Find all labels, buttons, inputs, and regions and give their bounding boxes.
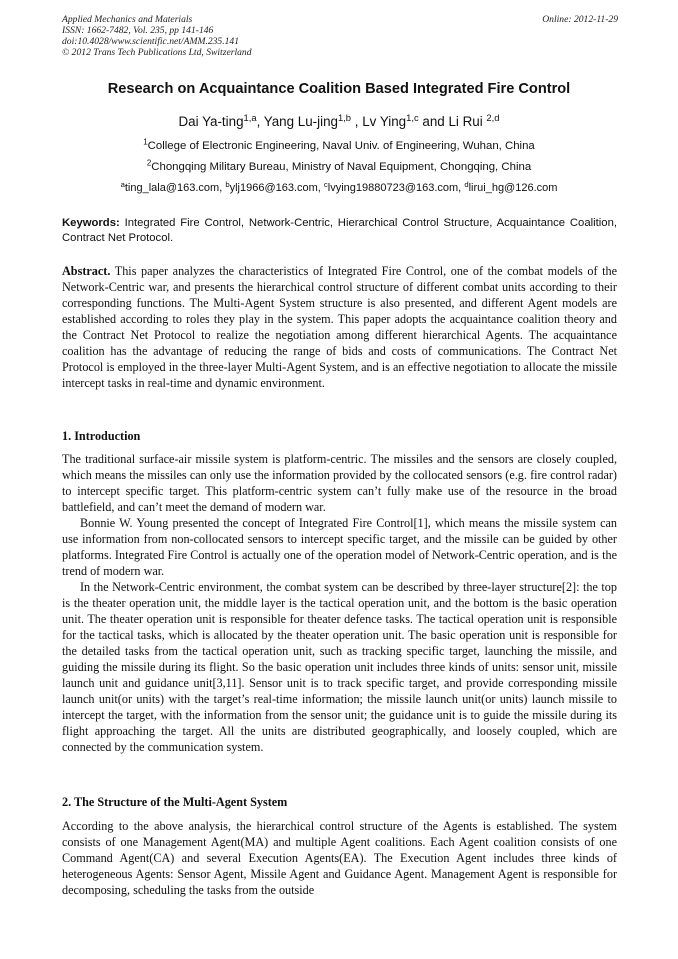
author-emails: $^a$ting_lala@163.com, $^b$ylj1966@163.com, $^c$lvying19880723@163.com, $^d$lirui_hg@126.com bbox=[120, 179, 558, 194]
journal-copyright: © 2012 Trans Tech Publications Ltd, Switzerland bbox=[62, 47, 252, 58]
abstract bbox=[62, 263, 617, 391]
affiliation-1: $^1$College of Electronic Engineering, Naval Univ. of Engineering, Wuhan, China bbox=[143, 137, 535, 152]
abstract-label: Abstract. bbox=[62, 264, 111, 278]
keywords-text: Integrated Fire Control, Network-Centric, Hierarchical Control Structure, Acquaintance Coalition, Contract Net Protocol. bbox=[62, 217, 617, 244]
email-link[interactable]: ting_lala@163.com, bbox=[124, 182, 226, 194]
email-link[interactable]: lvying19880723@163.com, bbox=[327, 182, 465, 194]
author: Lv Ying$^{1,c}$ and bbox=[362, 112, 449, 129]
section-heading-structure: 2. The Structure of the Multi-Agent System bbox=[62, 795, 288, 809]
paragraph: In the Network-Centric environment, the combat system can be described by three-layer structure[2]: the top is the theater operation unit, the middle layer is the tactical operation unit, and the bottom is the basic operation unit. The theater operation unit is responsible for theater defence tasks. The tactical operation unit is responsible for the tactical tasks, which is allocated by the theater operation unit. The basic operation unit is responsible for the detailed tasks from the tactical operation unit, such as tracking specific target, launching the missile, and guiding the missile during its flight. So the basic operation unit includes three kinds of units: sensor unit, missile launch unit and guidance unit[3,11]. Sensor unit is to track specific target, and provide corresponding missile launch unit(or units) with the target’s real-time information; the missile launch unit(or units) launch missile to intercept the target, with the information from the sensor unit; the guidance unit is to guide the missile during its flight approaching the target. All the units are distributed geographically, and loosely coupled, which are connected by the communication system. bbox=[62, 580, 617, 754]
journal-header bbox=[62, 14, 618, 58]
section-structure bbox=[62, 818, 617, 898]
email-link[interactable]: ylj1966@163.com, bbox=[229, 182, 324, 194]
author: Yang Lu-jing$^{1,b}$ , bbox=[263, 112, 363, 129]
paragraph: The traditional surface-air missile system is platform-centric. The missiles and the sensors are closely coupled, which means the missiles can only use the information provided by the collocated sensors (e.g. fire control radar) to intercept specific target. This platform-centric system can’t fully make use of the resource in the broad battlefield, and can’t meet the demand of modern war. bbox=[62, 452, 617, 514]
author: Li Rui $^{2,d}$ bbox=[448, 112, 500, 129]
abstract-text: This paper analyzes the characteristics of Integrated Fire Control, one of the combat models of the Network-Centric war, and presents the hierarchical control structure of different combat units according to their corresponding functions. The Multi-Agent System structure is also presented, and different Agent models are established according to roles they play in the system. This paper adopts the acquaintance coalition theory and the Contract Net Protocol to realize the negotiation among different hierarchical Agents. The acquaintance coalition has the advantage of reducing the range of bids and costs of communications. The Contract Net Protocol is employed in the three-layer Multi-Agent System, and is an effective negotiation to allocate the missile intercept tasks in real-time and dynamic environment. bbox=[62, 264, 617, 390]
paragraph: Bonnie W. Young presented the concept of Integrated Fire Control[1], which means the missile system can use information from non-collocated sensors to intercept specific target, and the missile can be guided by other platforms. Integrated Fire Control is actually one of the operation model of Network-Centric operation, and is the trend of modern war. bbox=[62, 516, 617, 578]
paper-title: Research on Acquaintance Coalition Based Integrated Fire Control bbox=[107, 81, 571, 97]
journal-issn: ISSN: 1662-7482, Vol. 235, pp 141-146 bbox=[62, 25, 214, 36]
author-list bbox=[40, 114, 638, 130]
keywords bbox=[62, 216, 617, 246]
email-link[interactable]: lirui_hg@126.com bbox=[468, 182, 558, 194]
online-date: Online: 2012-11-29 bbox=[542, 14, 618, 25]
author: Dai Ya-ting$^{1,a}$, bbox=[178, 112, 264, 129]
journal-name: Applied Mechanics and Materials bbox=[62, 14, 193, 25]
affiliation-2: $^2$Chongqing Military Bureau, Ministry of Naval Equipment, Chongqing, China bbox=[146, 158, 532, 173]
keywords-label: Keywords: bbox=[62, 217, 120, 229]
section-introduction bbox=[62, 451, 617, 755]
journal-doi: doi:10.4028/www.scientific.net/AMM.235.141 bbox=[62, 36, 240, 47]
paragraph: According to the above analysis, the hierarchical control structure of the Agents is established. The system consists of one Management Agent(MA) and multiple Agent coalitions. Each Agent coalition consists of one Command Agent(CA) and several Execution Agents(EA). The Execution Agent includes three kinds of heterogeneous Agents: Sensor Agent, Missile Agent and Guidance Agent. Management Agent is responsible for decomposing, scheduling the tasks from the outside bbox=[62, 819, 617, 897]
section-heading-introduction: 1. Introduction bbox=[62, 429, 141, 443]
